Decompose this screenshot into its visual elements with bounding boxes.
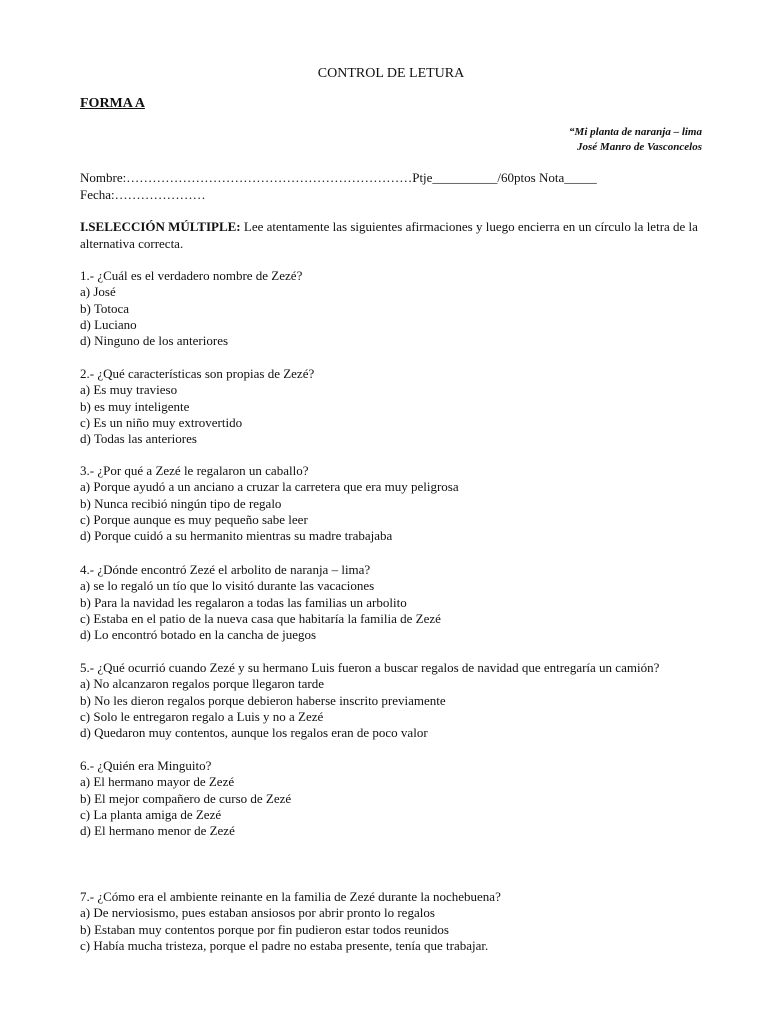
question-block [80, 562, 441, 643]
answer-option: a) Es muy travieso [80, 382, 178, 398]
answer-option: c) Porque aunque es muy pequeño sabe leer [80, 511, 308, 527]
answer-option: a) José [80, 284, 116, 300]
answer-option: a) De nerviosismo, pues estaban ansiosos por abrir pronto lo regalos [80, 905, 435, 921]
answer-option: b) es muy inteligente [80, 398, 190, 414]
question-block [80, 366, 314, 447]
answer-option: b) Nunca recibió ningún tipo de regalo [80, 495, 282, 511]
document-title: CONTROL DE LETURA [317, 66, 465, 81]
section-instructions [80, 219, 700, 252]
answer-option: c) Solo le entregaron regalo a Luis y no a Zezé [80, 708, 324, 724]
form-label: FORMA A [80, 96, 145, 111]
section-instruction-text: Lee atentamente las siguientes afirmaciones y luego encierra en un círculo la letra de la alternativa correcta. [80, 219, 698, 251]
answer-option: c) La planta amiga de Zezé [80, 806, 222, 822]
answer-option: d) Quedaron muy contentos, aunque los regalos eran de poco valor [80, 725, 428, 741]
answer-option: d) Ninguno de los anteriores [80, 333, 229, 349]
question-block [80, 660, 659, 741]
question-block [80, 268, 302, 349]
section-heading: I.SELECCIÓN MÚLTIPLE: [80, 219, 241, 234]
answer-option: b) El mejor compañero de curso de Zezé [80, 790, 292, 806]
answer-option: a) Porque ayudó a un anciano a cruzar la carretera que era muy peligrosa [80, 479, 459, 495]
answer-option: d) Todas las anteriores [80, 431, 197, 447]
question-prompt: 3.- ¿Por qué a Zezé le regalaron un caballo? [80, 463, 309, 478]
answer-option: a) se lo regaló un tío que lo visitó durante las vacaciones [80, 578, 375, 594]
answer-option: c) Estaba en el patio de la nueva casa que habitaría la familia de Zezé [80, 610, 441, 626]
answer-option: a) No alcanzaron regalos porque llegaron tarde [80, 676, 324, 692]
answer-option: b) Totoca [80, 300, 130, 316]
book-author: José Manro de Vasconcelos [577, 141, 702, 153]
question-prompt: 7.- ¿Cómo era el ambiente reinante en la familia de Zezé durante la nochebuena? [80, 889, 501, 904]
question-prompt: 1.- ¿Cuál es el verdadero nombre de Zezé? [80, 268, 303, 283]
answer-option: d) El hermano menor de Zezé [80, 823, 235, 839]
answer-option: c) Es un niño muy extrovertido [80, 414, 243, 430]
answer-option: d) Luciano [80, 316, 137, 332]
question-block [80, 463, 459, 544]
book-title: “Mi planta de naranja – lima [569, 126, 702, 138]
question-prompt: 6.- ¿Quién era Minguito? [80, 758, 212, 773]
question-prompt: 2.- ¿Qué características son propias de Zezé? [80, 366, 315, 381]
answer-option: b) Estaban muy contentos porque por fin pudieron estar todos reunidos [80, 921, 449, 937]
answer-option: d) Lo encontró botado en la cancha de juegos [80, 627, 317, 643]
answer-option: b) No les dieron regalos porque debieron haberse inscrito previamente [80, 692, 446, 708]
question-prompt: 4.- ¿Dónde encontró Zezé el arbolito de naranja – lima? [80, 562, 371, 577]
question-prompt: 5.- ¿Qué ocurrió cuando Zezé y su hermano Luis fueron a buscar regalos de navidad que entregaría un camión? [80, 660, 660, 675]
answer-option: d) Porque cuidó a su hermanito mientras su madre trabajaba [80, 528, 393, 544]
date-line: Fecha:………………… [80, 186, 206, 202]
answer-option: c) Había mucha tristeza, porque el padre no estaba presente, tenía que trabajar. [80, 937, 489, 953]
book-reference [569, 125, 702, 155]
name-score-line: Nombre:…………………………………………………………Ptje__________/60ptos Nota_____ [80, 170, 597, 185]
question-block [80, 889, 501, 954]
answer-option: a) El hermano mayor de Zezé [80, 774, 235, 790]
question-block [80, 758, 291, 839]
student-fields [80, 170, 597, 203]
answer-option: b) Para la navidad les regalaron a todas las familias un arbolito [80, 594, 407, 610]
